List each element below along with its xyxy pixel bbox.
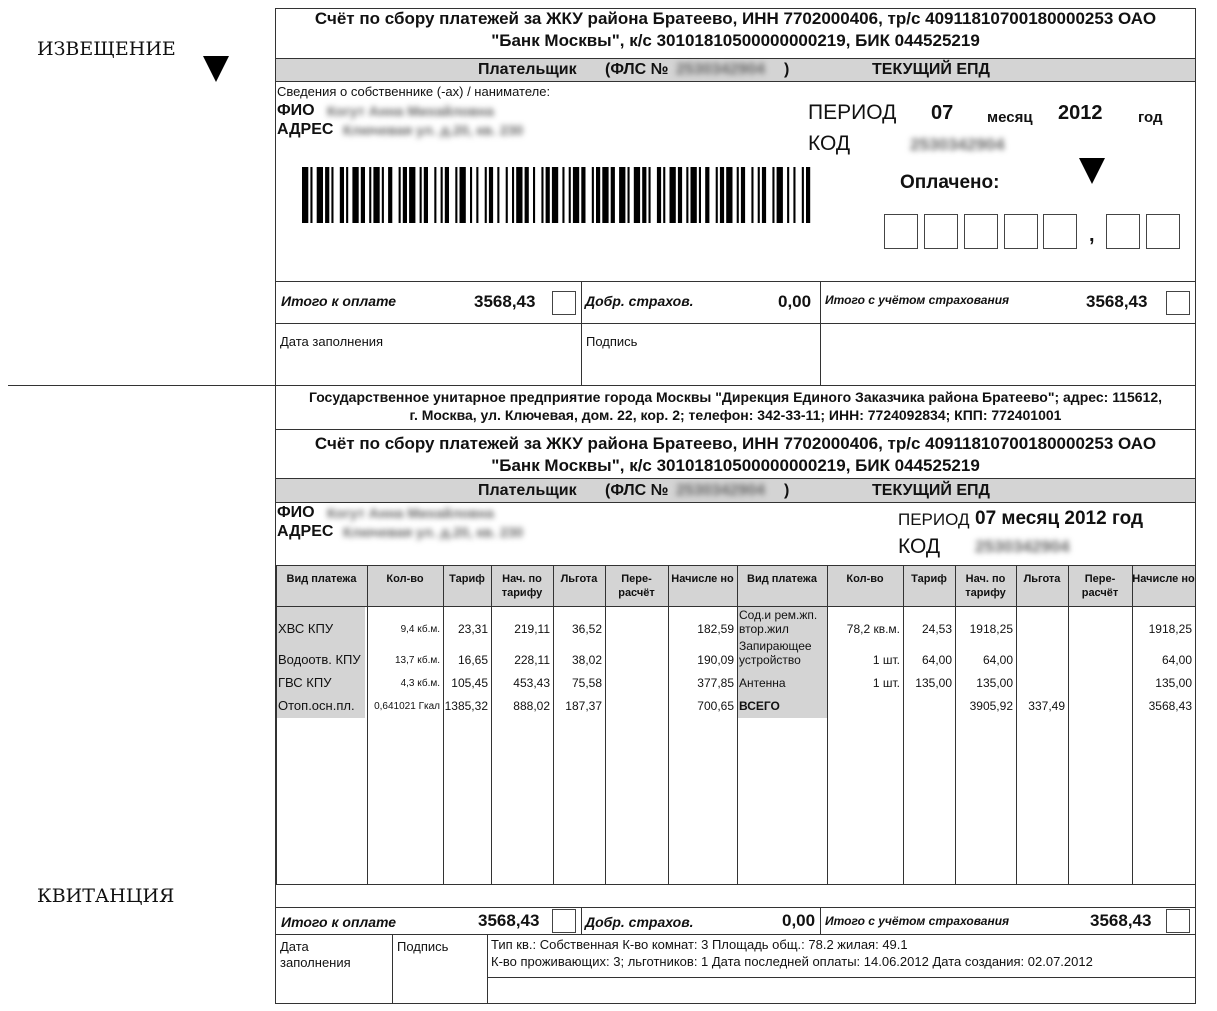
top-fls-label: (ФЛС № — [605, 61, 669, 78]
top-period-label: ПЕРИОД — [808, 101, 897, 124]
table-row-name: втор.жил — [739, 622, 789, 636]
table-col-line — [553, 566, 554, 884]
table-row-benefit: 75,58 — [571, 676, 602, 690]
apartment-info-line1: Тип кв.: Собственная К-во комнат: 3 Площадь общ.: 78.2 жилая: 49.1 — [491, 937, 908, 952]
top-current-epd: ТЕКУЩИЙ ЕПД — [872, 61, 990, 78]
table-header-line — [276, 606, 1195, 607]
table-row-tariff: 64,00 — [921, 653, 952, 667]
table-row-charge: 1918,25 — [969, 622, 1013, 636]
top-address-value: Ключевая ул. д.20, кв. 230 — [343, 122, 524, 138]
bottom-payer-label: Плательщик — [478, 482, 577, 499]
paid-digit-box[interactable] — [884, 214, 918, 249]
table-row-name: ХВС КПУ — [278, 621, 334, 636]
paid-label: Оплачено: — [900, 172, 1000, 193]
bottom-sign-label: Подпись — [397, 939, 449, 954]
bottom-bank-line1: Счёт по сбору платежей за ЖКУ района Братеево, ИНН 7702000406, тр/с 40911810700180000253 ОАО — [314, 434, 1157, 453]
table-header-cell: Вид платежа — [747, 573, 817, 585]
paid-kopeck-box[interactable] — [1146, 214, 1180, 249]
bottom-bank-line2: "Банк Москвы", к/с 30101810500000000219, БИК 044525219 — [491, 456, 980, 475]
table-col-line — [605, 566, 606, 884]
bottom-date-label: Дата — [280, 939, 309, 954]
table-row-qty: 1 шт. — [872, 676, 900, 690]
table-row-charge: 3905,92 — [969, 699, 1013, 713]
table-row-name: Водоотв. КПУ — [278, 652, 361, 667]
table-bottom-line — [276, 884, 1195, 885]
table-col-line — [1132, 566, 1133, 884]
bottom-date-label: заполнения — [280, 955, 351, 970]
bottom-total-label: Итого к оплате — [281, 914, 397, 930]
table-row-charge: 228,11 — [514, 653, 550, 667]
paid-digit-box[interactable] — [1004, 214, 1038, 249]
org-line1: Государственное унитарное предприятие города Москвы "Дирекция Единого Заказчика района Братеево"; адрес: 115612, — [308, 389, 1163, 405]
table-header-cell: Пере-расчёт — [1081, 573, 1119, 599]
org-line2: г. Москва, ул. Ключевая, дом. 22, кор. 2; телефон: 342-33-11; ИНН: 7724092834; КПП: 772401001 — [409, 407, 1062, 423]
barcode — [302, 167, 814, 223]
bottom-info-line — [487, 977, 1196, 978]
top-date-label: Дата заполнения — [280, 334, 384, 349]
table-row-accrued: 64,00 — [1161, 653, 1192, 667]
top-fls-number: 2530342904 — [676, 61, 765, 78]
cut-line — [8, 385, 1196, 386]
charges-table — [276, 565, 1195, 883]
top-fio-label: ФИО — [277, 102, 315, 119]
bottom-address-label: АДРЕС — [277, 523, 334, 540]
top-totals-bottom-line — [275, 323, 1196, 324]
table-row-charge: 888,02 — [513, 699, 550, 713]
bottom-totals-divider — [820, 907, 821, 935]
bottom-total-ins-value: 3568,43 — [1090, 911, 1152, 930]
top-total-ins-checkbox[interactable] — [1166, 291, 1190, 315]
table-col-line — [827, 566, 828, 884]
table-header-cell: Нач. по тарифу — [501, 573, 543, 599]
top-bank-line1: Счёт по сбору платежей за ЖКУ района Братеево, ИНН 7702000406, тр/с 40911810700180000253 ОАО — [314, 9, 1157, 28]
table-row-tariff: 23,31 — [457, 622, 488, 636]
table-header-cell: Начисле но — [671, 573, 734, 585]
table-row-name: Отоп.осн.пл. — [278, 698, 355, 713]
receipt-label: КВИТАНЦИЯ — [37, 885, 175, 907]
bottom-total-ins-label: Итого с учётом страхования — [825, 914, 1010, 928]
top-sign-label: Подпись — [586, 334, 638, 349]
bottom-total-checkbox[interactable] — [552, 909, 576, 933]
table-row-name: Запирающее — [739, 639, 812, 653]
bottom-fls-number: 2530342904 — [676, 482, 765, 499]
apartment-info-line2: К-во проживающих: 3; льготников: 1 Дата последней оплаты: 14.06.2012 Дата создания: 02.07.2012 — [491, 954, 1093, 969]
table-col-line — [668, 566, 669, 884]
table-row-name: ВСЕГО — [739, 699, 780, 713]
table-row-charge: 453,43 — [513, 676, 550, 690]
table-header-cell: Пере-расчёт — [618, 573, 655, 599]
top-total-value: 3568,43 — [474, 292, 536, 311]
table-row-qty: 0,641021 Гкал — [374, 701, 440, 712]
top-totals-top-line — [275, 281, 1196, 282]
table-row-charge: 219,11 — [514, 622, 550, 636]
paid-digit-box[interactable] — [924, 214, 958, 249]
table-row-name: Сод.и рем.жп. — [739, 608, 818, 622]
owner-info-label: Сведения о собственнике (-ах) / нанимателе: — [277, 84, 551, 99]
table-row-accrued: 1918,25 — [1148, 622, 1192, 636]
table-row-qty: 4,3 кб.м. — [400, 678, 440, 689]
paid-kopeck-box[interactable] — [1106, 214, 1140, 249]
table-row-name: Антенна — [739, 676, 786, 690]
table-header-cell: Кол-во — [846, 573, 884, 585]
bottom-period-label: ПЕРИОД — [898, 510, 970, 529]
org-divider — [275, 429, 1196, 430]
table-row-tariff: 24,53 — [921, 622, 952, 636]
table-col-line — [1016, 566, 1017, 884]
top-bank-line2: "Банк Москвы", к/с 30101810500000000219, БИК 044525219 — [491, 31, 980, 50]
top-fio-value: Когут Анна Михайловна — [327, 103, 494, 119]
table-col-line — [903, 566, 904, 884]
table-row-benefit: 187,37 — [565, 699, 602, 713]
table-col-line — [276, 566, 277, 884]
table-row-benefit: 337,49 — [1028, 699, 1065, 713]
bottom-totals-top-line — [275, 907, 1196, 908]
bottom-current-epd: ТЕКУЩИЙ ЕПД — [872, 482, 990, 499]
bottom-address-value: Ключевая ул. д.20, кв. 230 — [343, 524, 524, 540]
bottom-total-ins-checkbox[interactable] — [1166, 909, 1190, 933]
top-total-ins-value: 3568,43 — [1086, 292, 1148, 311]
top-address-label: АДРЕС — [277, 121, 334, 138]
table-col-line — [1068, 566, 1069, 884]
notice-label: ИЗВЕЩЕНИЕ — [37, 38, 176, 60]
table-row-accrued: 700,65 — [697, 699, 734, 713]
table-col-line — [737, 566, 738, 884]
table-header-cell: Вид платежа — [286, 573, 357, 585]
table-row-name: устройство — [739, 653, 801, 667]
bottom-fio-value: Когут Анна Михайловна — [327, 505, 494, 521]
top-period-month: 07 — [931, 102, 954, 124]
table-row-qty: 1 шт. — [872, 653, 900, 667]
bottom-period-value: 07 месяц 2012 год — [975, 508, 1144, 529]
table-row-tariff: 105,45 — [451, 676, 488, 690]
table-header-cell: Тариф — [911, 573, 947, 585]
table-row-qty: 9,4 кб.м. — [400, 624, 440, 635]
table-row-qty: 78,2 кв.м. — [846, 622, 900, 636]
top-totals-divider — [820, 281, 821, 386]
table-header-cell: Льгота — [560, 573, 598, 585]
table-col-line — [491, 566, 492, 884]
table-col-line — [443, 566, 444, 884]
table-row-charge: 64,00 — [982, 653, 1013, 667]
table-header-cell: Тариф — [449, 573, 485, 585]
top-year-word: год — [1138, 109, 1163, 126]
table-row-benefit: 36,52 — [571, 622, 602, 636]
top-code-label: КОД — [808, 132, 851, 155]
bottom-totals-bottom-line — [275, 934, 1196, 935]
bottom-insurance-label: Добр. страхов. — [585, 914, 694, 930]
bottom-footer-divider — [487, 934, 488, 1004]
table-row-accrued: 182,59 — [697, 622, 734, 636]
top-period-year: 2012 — [1058, 102, 1103, 124]
table-row-benefit: 38,02 — [571, 653, 602, 667]
table-col-line — [367, 566, 368, 884]
table-row-qty: 13,7 кб.м. — [395, 655, 440, 666]
table-row-name: ГВС КПУ — [278, 675, 332, 690]
table-row-tariff: 16,65 — [457, 653, 488, 667]
paid-digit-box[interactable] — [964, 214, 998, 249]
table-row-tariff: 1385,32 — [444, 699, 488, 713]
table-row-accrued: 135,00 — [1155, 676, 1192, 690]
bottom-fls-close: ) — [784, 482, 790, 499]
table-header-cell: Начисле но — [1132, 573, 1195, 585]
paid-digit-box[interactable] — [1043, 214, 1077, 249]
table-row-charge: 135,00 — [976, 676, 1013, 690]
top-totals-divider — [581, 281, 582, 386]
paid-comma: , — [1089, 224, 1095, 246]
bottom-insurance-value: 0,00 — [782, 911, 816, 930]
bottom-total-value: 3568,43 — [478, 911, 540, 930]
top-code-value: 2530342904 — [910, 135, 1005, 154]
top-total-checkbox[interactable] — [552, 291, 576, 315]
table-row-tariff: 135,00 — [915, 676, 952, 690]
table-header-cell: Нач. по тарифу — [965, 573, 1006, 599]
arrow-down-icon — [203, 56, 229, 82]
table-row-accrued: 3568,43 — [1148, 699, 1192, 713]
bottom-totals-divider — [581, 907, 582, 935]
table-row-accrued: 190,09 — [697, 653, 734, 667]
frame-bottom-line — [275, 1003, 1196, 1004]
bottom-fls-label: (ФЛС № — [605, 482, 669, 499]
table-col-line — [1195, 566, 1196, 884]
arrow-down-icon — [1079, 158, 1105, 184]
top-insurance-label: Добр. страхов. — [585, 293, 694, 309]
top-month-word: месяц — [987, 109, 1033, 126]
bottom-footer-divider — [392, 934, 393, 1004]
top-total-label: Итого к оплате — [281, 293, 397, 309]
top-payer-label: Плательщик — [478, 61, 577, 78]
bottom-code-label: КОД — [898, 535, 941, 558]
table-header-cell: Льгота — [1023, 573, 1061, 585]
top-fls-close: ) — [784, 61, 790, 78]
bottom-code-value: 2530342904 — [975, 537, 1070, 556]
table-row-accrued: 377,85 — [697, 676, 734, 690]
bottom-fio-label: ФИО — [277, 504, 315, 521]
table-header-cell: Кол-во — [386, 573, 424, 585]
table-col-line — [955, 566, 956, 884]
top-insurance-value: 0,00 — [778, 292, 812, 311]
top-total-ins-label: Итого с учётом страхования — [825, 293, 1010, 307]
